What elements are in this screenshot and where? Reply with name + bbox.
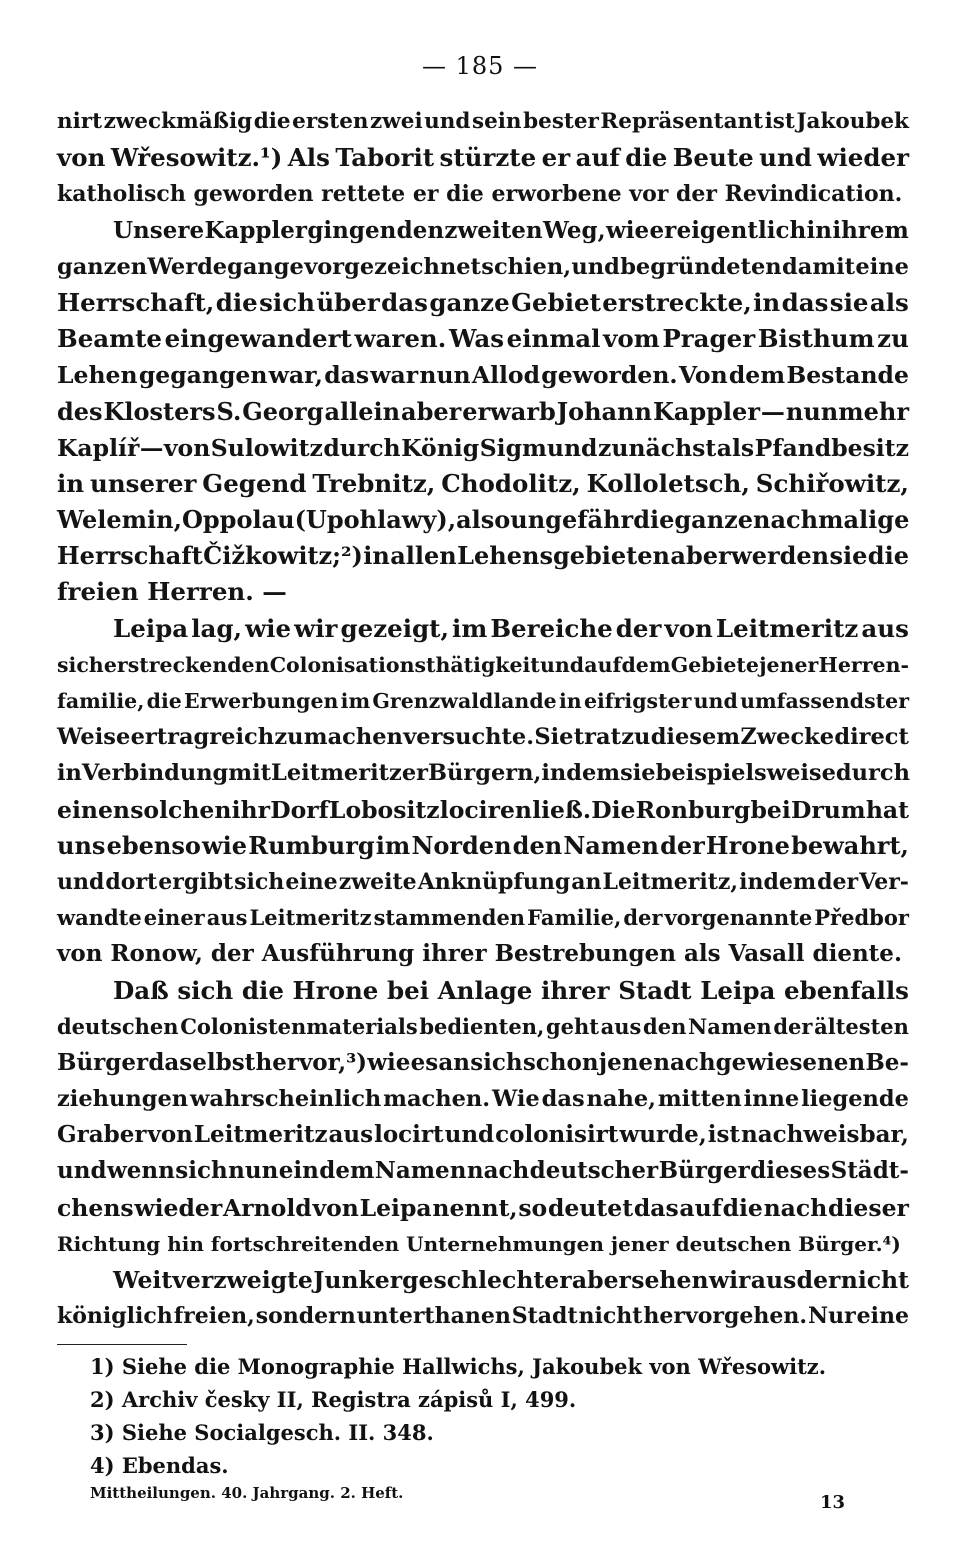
text-line: und wenn sich nun ein dem Namen nach deutscher Bürger dieses Städt- [57, 1157, 909, 1185]
text-line: von Ronow, der Ausführung ihrer Bestrebungen als Vasall diente. [57, 940, 902, 968]
text-line: Kaplíř — von Sulowitz durch König Sigmund zunächst als Pfandbesitz [57, 433, 909, 462]
text-line: des Klosters S. Georg allein aber erwarb Johann Kappler — nunmehr [57, 396, 909, 426]
text-line: uns ebenso wie Rumburg im Norden den Namen der Hrone bewahrt, [57, 830, 909, 860]
text-line: familie, die Erwerbungen im Grenzwaldlande in eifrigster und umfassendster [57, 689, 909, 713]
signature-line: Mittheilungen. 40. Jahrgang. 2. Heft. [90, 1484, 404, 1502]
text-line: Bürger daselbst hervor,³) wie es an sich schon jene nachgewiesenen Be- [57, 1048, 909, 1076]
text-line: ganzen Werdegange vorgezeichnet schien, und begründeten damit eine [57, 253, 909, 280]
text-line: Weise ertragreich zu machen versuchte. Sie trat zu diesem Zwecke direct [57, 724, 909, 751]
text-line: von Wřesowitz.¹) Als Taborit stürzte er auf die Beute und wieder [57, 143, 909, 173]
footnotes [90, 1350, 910, 1482]
text-line: Beamte eingewandert waren. Was einmal vom Prager Bisthum zu [57, 324, 909, 354]
footnote: 1) Siehe die Monographie Hallwichs, Jakoubek von Wřesowitz. [90, 1354, 827, 1379]
text-line: Herrschaft Čižkowitz;²) in allen Lehensgebieten aber werden sie die [57, 541, 909, 571]
text-line: in unserer Gegend Trebnitz, Chodolitz, Kolloletsch, Schiřowitz, [57, 468, 909, 498]
text-line: königlich freien, sondern unterthanen Stadt nicht hervorgehen. Nur eine [57, 1303, 909, 1330]
footnote: 3) Siehe Socialgesch. II. 348. [90, 1420, 434, 1445]
text-line: sich erstreckenden Colonisationsthätigkeit und auf dem Gebiete jener Herren- [57, 652, 909, 677]
text-line: chens wieder Arnold von Leipa nennt, so deutet das auf die nach dieser [57, 1193, 909, 1222]
footnote-rule [57, 1344, 187, 1345]
text-line: nirt zweckmäßig die ersten zwei und sein bester Repräsentant ist Jakoubek [57, 109, 909, 134]
footnote: 2) Archiv česky II, Registra zápisů I, 499. [90, 1387, 577, 1412]
text-line: und dort ergibt sich eine zweite Anknüpfung an Leitmeritz, indem der Ver- [57, 868, 909, 895]
text-line: Daß sich die Hrone bei Anlage ihrer Stadt Leipa ebenfalls [113, 975, 909, 1005]
text-line: Unsere Kappler gingen den zweiten Weg, wie er eigentlich in ihrem [113, 216, 909, 244]
text-line: einen solchen ihr Dorf Lobositz lociren ließ. Die Ronburg bei Drum hat [57, 795, 909, 824]
footnote: 4) Ebendas. [90, 1453, 229, 1478]
text-line: Leipa lag, wie wir gezeigt, im Bereiche der von Leitmeritz aus [113, 613, 909, 643]
body-text [57, 104, 909, 1334]
text-line: deutschen Colonistenmaterials bedienten, geht aus den Namen der ältesten [57, 1013, 909, 1039]
text-line: ziehungen wahrscheinlich machen. Wie das nahe, mitten inne liegende [57, 1086, 909, 1113]
text-line: in Verbindung mit Leitmeritzer Bürgern, indem sie beispielsweise durch [57, 760, 910, 787]
text-line: Weitverzweigte Junkergeschlechter aber sehen wir aus der nicht [113, 1266, 909, 1294]
text-line: Graber von Leitmeritz aus locirt und colonisirt wurde, ist nachweisbar, [57, 1121, 909, 1149]
text-line: katholisch geworden rettete er die erworbene vor der Revindication. [57, 181, 903, 208]
text-line: Richtung hin fortschreitenden Unternehmungen jener deutschen Bürger.⁴) [57, 1231, 901, 1256]
text-line: Lehen gegangen war, das war nun Allod geworden. Von dem Bestande [57, 361, 909, 390]
text-line: Herrschaft, die sich über das ganze Gebiet erstreckte, in das sie als [57, 287, 909, 317]
text-line: Welemin, Oppolau (Upohlawy), also ungefähr die ganze nachmalige [57, 505, 910, 535]
text-line: wandte einer aus Leitmeritz stammenden Familie, der vorgenannte Předbor [57, 905, 909, 931]
page-number: — 185 — [421, 52, 539, 80]
sheet-number: 13 [820, 1492, 846, 1513]
text-line: freien Herren. — [57, 577, 287, 607]
